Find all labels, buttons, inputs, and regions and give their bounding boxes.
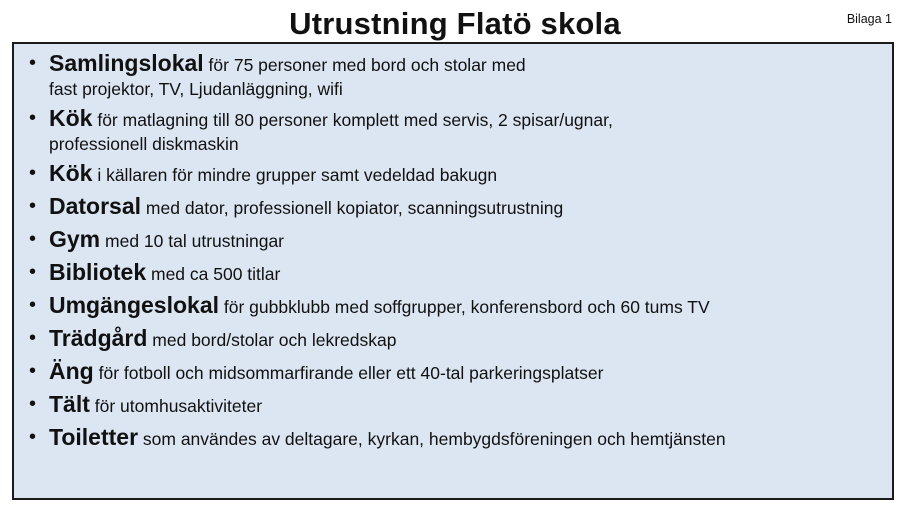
equipment-item-talt [29, 392, 886, 418]
equipment-item-kok [29, 106, 886, 156]
item-description: som användes av deltagare, kyrkan, hembygdsföreningen och hemtjänsten [142, 429, 726, 449]
item-description-line2: fast projektor, TV, Ljudanläggning, wifi [49, 79, 343, 99]
bullet-icon: • [29, 107, 37, 129]
item-description-line2: professionell diskmaskin [49, 134, 239, 154]
item-description: för fotboll och midsommarfirande eller ett 40-tal parkeringsplatser [98, 363, 604, 383]
bullet-icon: • [29, 393, 37, 415]
bullet-icon: • [29, 261, 37, 283]
equipment-box [12, 42, 894, 500]
page-title: Utrustning Flatö skola [289, 6, 621, 41]
item-name: Trädgård [49, 325, 148, 351]
bullet-icon: • [29, 360, 37, 382]
equipment-item-ang [29, 359, 886, 385]
item-name: Umgängeslokal [49, 292, 219, 318]
equipment-item-toiletter [29, 425, 886, 451]
item-description: för 75 personer med bord och stolar med [208, 55, 526, 75]
bullet-icon: • [29, 327, 37, 349]
equipment-item-umgangeslokal [29, 293, 886, 319]
equipment-item-gym [29, 227, 886, 253]
item-name: Tält [49, 391, 90, 417]
item-name: Gym [49, 226, 101, 252]
item-name: Kök [49, 105, 93, 131]
item-description: i källaren för mindre grupper samt vedeldad bakugn [97, 165, 498, 185]
equipment-item-samlingslokal [29, 51, 886, 101]
item-description: med 10 tal utrustningar [105, 231, 285, 251]
item-name: Bibliotek [49, 259, 147, 285]
item-description: med ca 500 titlar [151, 264, 281, 284]
attachment-label: Bilaga 1 [846, 12, 892, 26]
item-name: Kök [49, 160, 93, 186]
equipment-item-datorsal [29, 194, 886, 220]
item-description: för gubbklubb med soffgrupper, konferensbord och 60 tums TV [223, 297, 710, 317]
item-name: Samlingslokal [49, 50, 204, 76]
equipment-item-tradgard [29, 326, 886, 352]
equipment-list [14, 44, 892, 451]
bullet-icon: • [29, 162, 37, 184]
bullet-icon: • [29, 195, 37, 217]
item-description: för matlagning till 80 personer komplett med servis, 2 spisar/ugnar, [97, 110, 613, 130]
item-description: för utomhusaktiviteter [94, 396, 263, 416]
item-description: med dator, professionell kopiator, scanningsutrustning [145, 198, 564, 218]
bullet-icon: • [29, 52, 37, 74]
equipment-item-bibliotek [29, 260, 886, 286]
item-name: Äng [49, 358, 94, 384]
bullet-icon: • [29, 426, 37, 448]
equipment-item-kok-kallaren [29, 161, 886, 187]
bullet-icon: • [29, 294, 37, 316]
item-name: Datorsal [49, 193, 142, 219]
item-name: Toiletter [49, 424, 139, 450]
item-description: med bord/stolar och lekredskap [152, 330, 397, 350]
bullet-icon: • [29, 228, 37, 250]
